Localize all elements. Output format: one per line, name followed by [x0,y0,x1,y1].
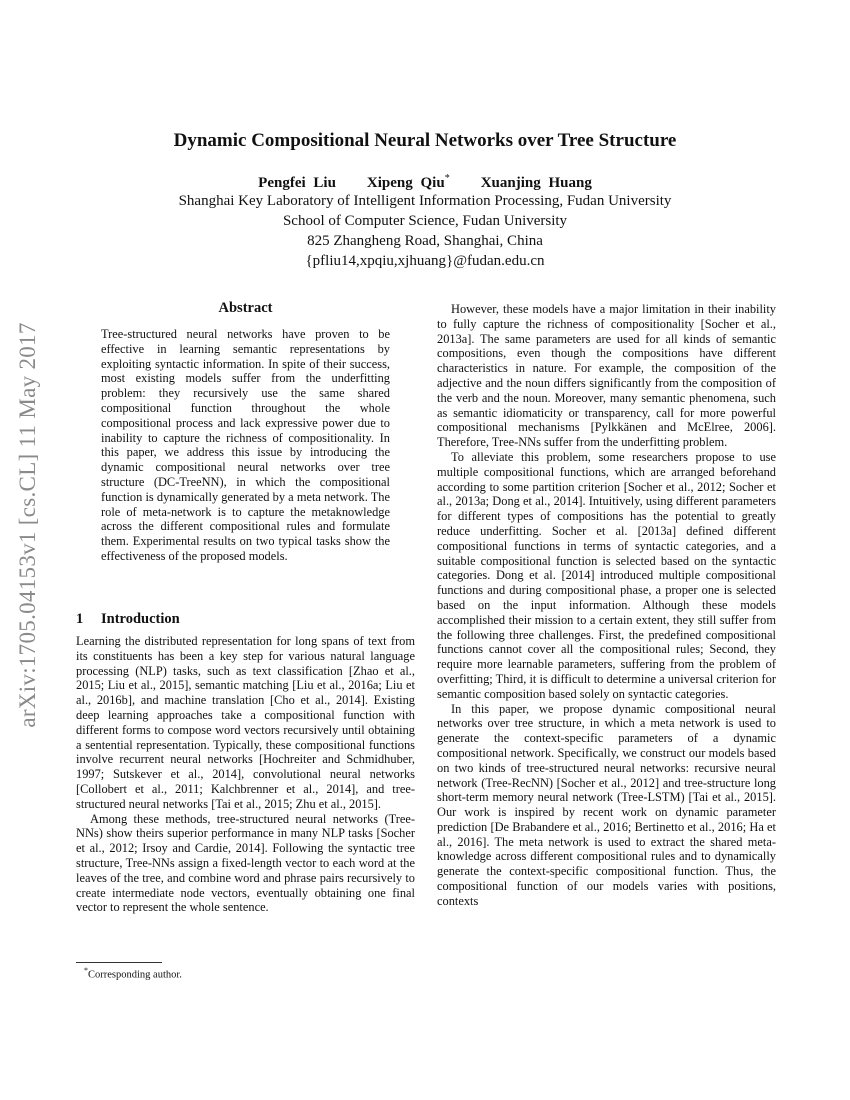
section-title: Introduction [101,611,180,627]
author-name: Xuanjing Huang [480,175,592,191]
affiliation-line: 825 Zhangheng Road, Shanghai, China [307,233,543,249]
footnote-text: Corresponding author. [88,969,182,981]
corresponding-author-mark: * [444,173,450,184]
paragraph: However, these models have a major limitation in their inability to fully capture the richness of compositionality [Socher et al., 2013a]. The same parameters are used for all kinds of semantic compositions, even though the compositions have different characteristics in nature. For example, the composition of the adjective and the noun differs significantly from the composition of the verb and the noun. Moreover, many semantic phenomena, such as semantic idiomaticity or transparency, call for more powerful compositional mechanisms [Pylkkänen and McElree, 2006]. Therefore, Tree-NNs suffer from the underfitting problem. [437,302,776,450]
abstract-heading: Abstract [218,300,273,316]
author-name: Xipeng Qiu [366,175,445,191]
abstract-text: Tree-structured neural networks have proven to be effective in learning semantic representations by exploiting syntactic information. In spite of their success, most existing models suffer from the underfitting problem: they recursively use the same shared compositional function throughout the whole compositional process and lack expressive power due to inability to capture the richness of compositionality. In this paper, we address this issue by introducing the dynamic compositional neural networks over tree structure (DC-TreeNN), in which the compositional function is dynamically generated by a meta network. The role of meta-network is to capture the metaknowledge across the different compositional rules and formulate them. Experimental results on two typical tasks show the effectiveness of the proposed models. [101,327,390,563]
footnote-rule [76,962,162,963]
section-number: 1 [76,611,84,627]
section-heading [76,611,180,628]
footnote-mark: * [84,966,88,975]
arxiv-identifier-text: arXiv:1705.04153v1 [cs.CL] 11 May 2017 [15,322,40,728]
arxiv-side-identifier [6,290,50,760]
paragraph: Among these methods, tree-structured neural networks (Tree-NNs) show theirs superior performance in many NLP tasks [Socher et al., 2012; Irsoy and Cardie, 2014]. Following the syntactic tree structure, Tree-NNs assign a fixed-length vector to each word at the leaves of the tree, and combine word and phrase pairs recursively to create intermediate node vectors, eventually obtaining one final vector to represent the whole sentence. [76,811,415,915]
paragraph: Learning the distributed representation for long spans of text from its constituents has been a key step for various natural language processing (NLP) tasks, such as text classification [Zhao et al., 2015; Liu et al., 2015], semantic matching [Liu et al., 2016a; Liu et al., 2016b], and machine translation [Cho et al., 2014]. Existing deep learning approaches take a compositional function with different forms to compose word vectors recursively until obtaining a sentential representation. Typically, these compositional functions involve recurrent neural networks [Hochreiter and Schmidhuber, 1997; Sutskever et al., 2014], convolutional neural networks [Collobert et al., 2011; Kalchbrenner et al., 2014], and tree-structured neural networks [Tai et al., 2015; Zhu et al., 2015]. [76,634,415,811]
author-name: Pengfei Liu [258,175,336,191]
author-emails: {pfliu14,xpqiu,xjhuang}@fudan.edu.cn [305,253,545,269]
footnote [84,966,182,981]
paragraph: In this paper, we propose dynamic compositional neural networks over tree structure, in which a meta network is used to generate the context-specific parameters of a dynamic compositional network. Specifically, we construct our models based on two kinds of tree-structured neural networks: recursive neural network (Tree-RecNN) [Socher et al., 2012] and tree-structure long short-term memory neural network (Tree-LSTM) [Tai et al., 2015]. Our work is inspired by recent work on dynamic parameter prediction [De Brabandere et al., 2016; Bertinetto et al., 2016; Ha et al., 2016]. The meta network is used to extract the shared meta-knowledge across different compositional rules and to dynamically generate the context-specific compositional function. Thus, the compositional function of our models varies with positions, contexts [437,701,776,908]
introduction-column [76,634,415,915]
paragraph: To alleviate this problem, some researchers propose to use multiple compositional functions, which are arranged beforehand according to some partition criterion [Socher et al., 2012; Socher et al., 2013a; Dong et al., 2014]. Intuitively, using different parameters for different types of compositions has the potential to greatly reduce underfitting. Socher et al. [2013a] defined different compositional functions in terms of syntactic categories, and a suitable compositional function is selected based on the syntactic categories. Dong et al. [2014] introduced multiple compositional functions and during compositional phase, a proper one is selected based on the input information. Although these models accomplished their mission to a certain extent, they still suffer from the following three challenges. First, the predefined compositional functions cannot cover all the compositional rules; Second, they require more learnable parameters, suffering from the problem of overfitting; Third, it is difficult to determine a universal criterion for semantic composition based solely on syntactic categories. [437,449,776,701]
right-column [437,302,776,909]
affiliation-line: School of Computer Science, Fudan University [282,213,568,229]
affiliation-line: Shanghai Key Laboratory of Intelligent Information Processing, Fudan University [178,193,672,209]
paper-title: Dynamic Compositional Neural Networks over Tree Structure [173,130,677,151]
author-list [0,173,850,192]
